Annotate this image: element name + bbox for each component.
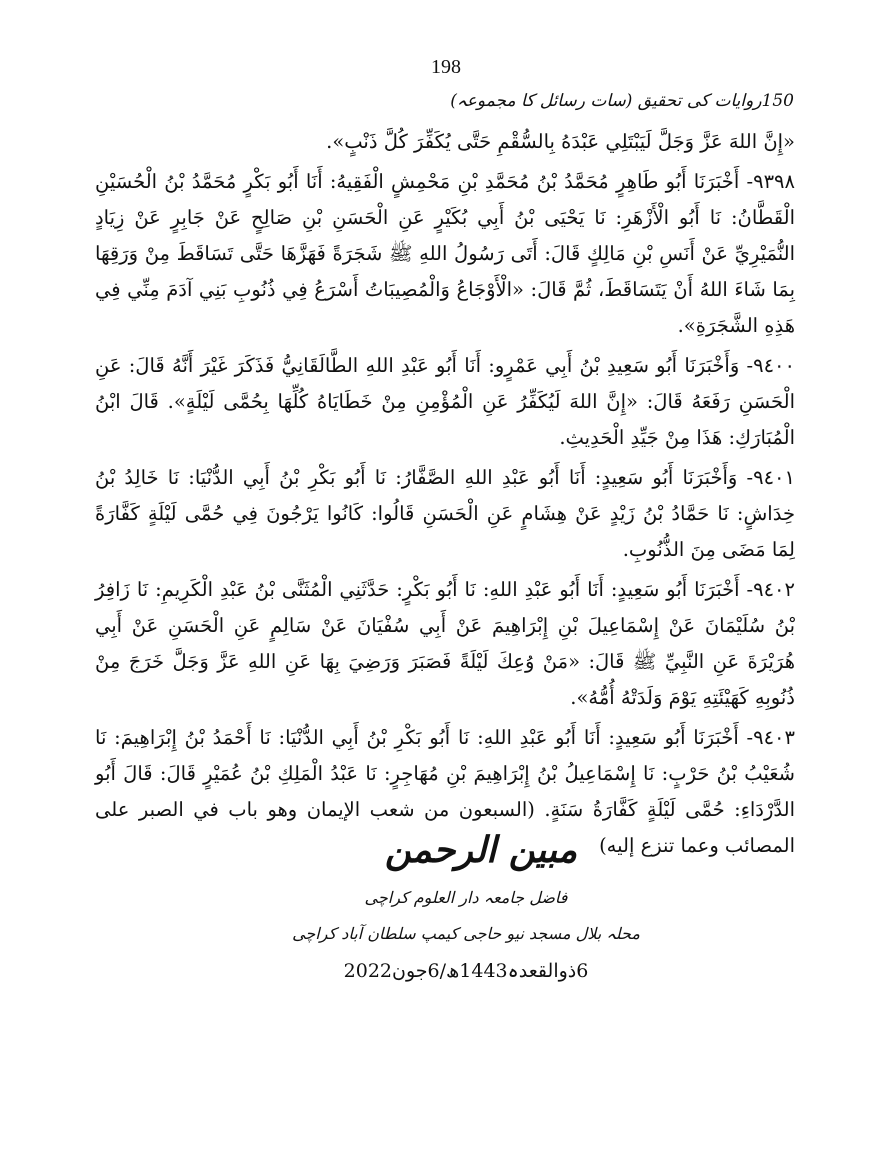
signature-name: مبین الرحمن: [384, 829, 578, 871]
hadith-paragraph: ٩٤٠١- وَأَخْبَرَنَا أَبُو سَعِيدٍ: أَنَا أَبُو عَبْدِ اللهِ الصَّفَّارُ: نَا أَبُو بَكْرِ بْنُ أَبِي الدُّنْيَا: نَا خَالِدُ بْنُ خِدَاشٍ: نَا حَمَّادُ بْنُ زَيْدٍ عَنْ هِشَامٍ عَنِ الْحَسَنِ قَالُوا: كَانُوا يَرْجُونَ فِي حُمَّى لَيْلَةٍ كَفَّارَةً لِمَا مَضَى مِنَ الذُّنُوبِ.: [95, 466, 795, 561]
hadith-text: ٩٤٠٣- أَخْبَرَنَا أَبُو سَعِيدٍ: أَنَا أَبُو عَبْدِ اللهِ: نَا أَبُو بَكْرِ بْنُ أَبِي الدُّنْيَا: نَا أَحْمَدُ بْنُ إِبْرَاهِيمَ: نَا شُعَيْبُ بْنُ حَرْبٍ: نَا إِسْمَاعِيلُ بْنُ إِبْرَاهِيمَ بْنِ مُهَاجِرٍ: نَا عَبْدُ الْمَلِكِ بْنُ عُمَيْرٍ قَالَ: قَالَ أَبُو الدَّرْدَاءِ: حُمَّى لَيْلَةٍ كَفَّارَةُ سَنَةٍ.: [95, 726, 796, 821]
page-number: 198: [431, 56, 461, 78]
hadith-paragraph: ٩٣٩٨- أَخْبَرَنَا أَبُو طَاهِرٍ مُحَمَّدُ بْنُ مُحَمَّدِ بْنِ مَحْمِشٍ الْفَقِيهُ: أَنَا أَبُو بَكْرٍ مُحَمَّدُ بْنُ الْحُسَيْنِ الْقَطَّانُ: نَا أَبُو الْأَزْهَرِ: نَا يَحْيَى بْنُ أَبِي بُكَيْرٍ عَنِ الْحَسَنِ بْنِ صَالِحٍ عَنْ جَابِرٍ عَنْ زِيَادٍ النُّمَيْرِيِّ عَنْ أَنَسِ بْنِ مَالِكٍ قَالَ: أَتَى رَسُولُ اللهِ ﷺ شَجَرَةً فَهَزَّهَا حَتَّى تَسَاقَطَ مِنْ وَرَقِهَا بِمَا شَاءَ اللهُ أَنْ يَتَسَاقَطَ، ثُمَّ قَالَ: «الْأَوْجَاعُ وَالْمُصِيبَاتُ أَسْرَعُ فِي ذُنُوبِ بَنِي آدَمَ مِنِّي فِي هَذِهِ الشَّجَرَةِ».: [95, 170, 795, 337]
signature-block: [0, 820, 892, 990]
signature-address: محلہ بلال مسجد نیو حاجی کیمپ سلطان آباد کراچی: [292, 924, 640, 943]
signature-date: 6ذوالقعدہ1443ھ/6جون2022: [343, 960, 589, 982]
hadith-paragraph: ٩٤٠٢- أَخْبَرَنَا أَبُو سَعِيدٍ: أَنَا أَبُو عَبْدِ اللهِ: نَا أَبُو بَكْرٍ: حَدَّثَنِي الْمُثَنَّى بْنُ عَبْدِ الْكَرِيمِ: نَا زَافِرُ بْنُ سُلَيْمَانَ عَنْ إِسْمَاعِيلَ بْنِ إِبْرَاهِيمَ عَنْ أَبِي سُفْيَانَ عَنْ سَالِمٍ عَنِ الْحَسَنِ عَنْ أَبِي هُرَيْرَةَ عَنِ النَّبِيِّ ﷺ قَالَ: «مَنْ وُعِكَ لَيْلَةً فَصَبَرَ وَرَضِيَ بِهَا عَنِ اللهِ عَزَّ وَجَلَّ خَرَجَ مِنْ ذُنُوبِهِ كَهَيْئَتِهِ يَوْمَ وَلَدَتْهُ أُمُّهُ».: [95, 578, 795, 709]
hadith-paragraph: ٩٤٠٠- وَأَخْبَرَنَا أَبُو سَعِيدِ بْنُ أَبِي عَمْرٍو: أَنَا أَبُو عَبْدِ اللهِ الطَّالَقَانِيُّ فَذَكَرَ غَيْرَ أَنَّهُ قَالَ: عَنِ الْحَسَنِ رَفَعَهُ قَالَ: «إِنَّ اللهَ لَيُكَفِّرُ عَنِ الْمُؤْمِنِ مِنْ خَطَايَاهُ كُلِّهَا بِحُمَّى لَيْلَةٍ». قَالَ ابْنُ الْمُبَارَكِ: هَذَا مِنْ جَيِّدِ الْحَدِيثِ.: [95, 354, 795, 449]
hadith-paragraph: «إِنَّ اللهَ عَزَّ وَجَلَّ لَيَبْتَلِي عَبْدَهُ بِالسُّقْمِ حَتَّى يُكَفِّرَ كُلَّ ذَنْبٍ».: [326, 130, 795, 153]
body-text: [95, 124, 795, 868]
running-header: 150روایات کی تحقیق (سات رسائل کا مجموعہ): [450, 91, 794, 111]
signature-title: فاضل جامعہ دار العلوم کراچی: [364, 888, 568, 907]
source-reference: (السبعون من شعب الإيمان وهو باب في الصبر على المصائب وعما تنزع إليه): [95, 798, 795, 857]
